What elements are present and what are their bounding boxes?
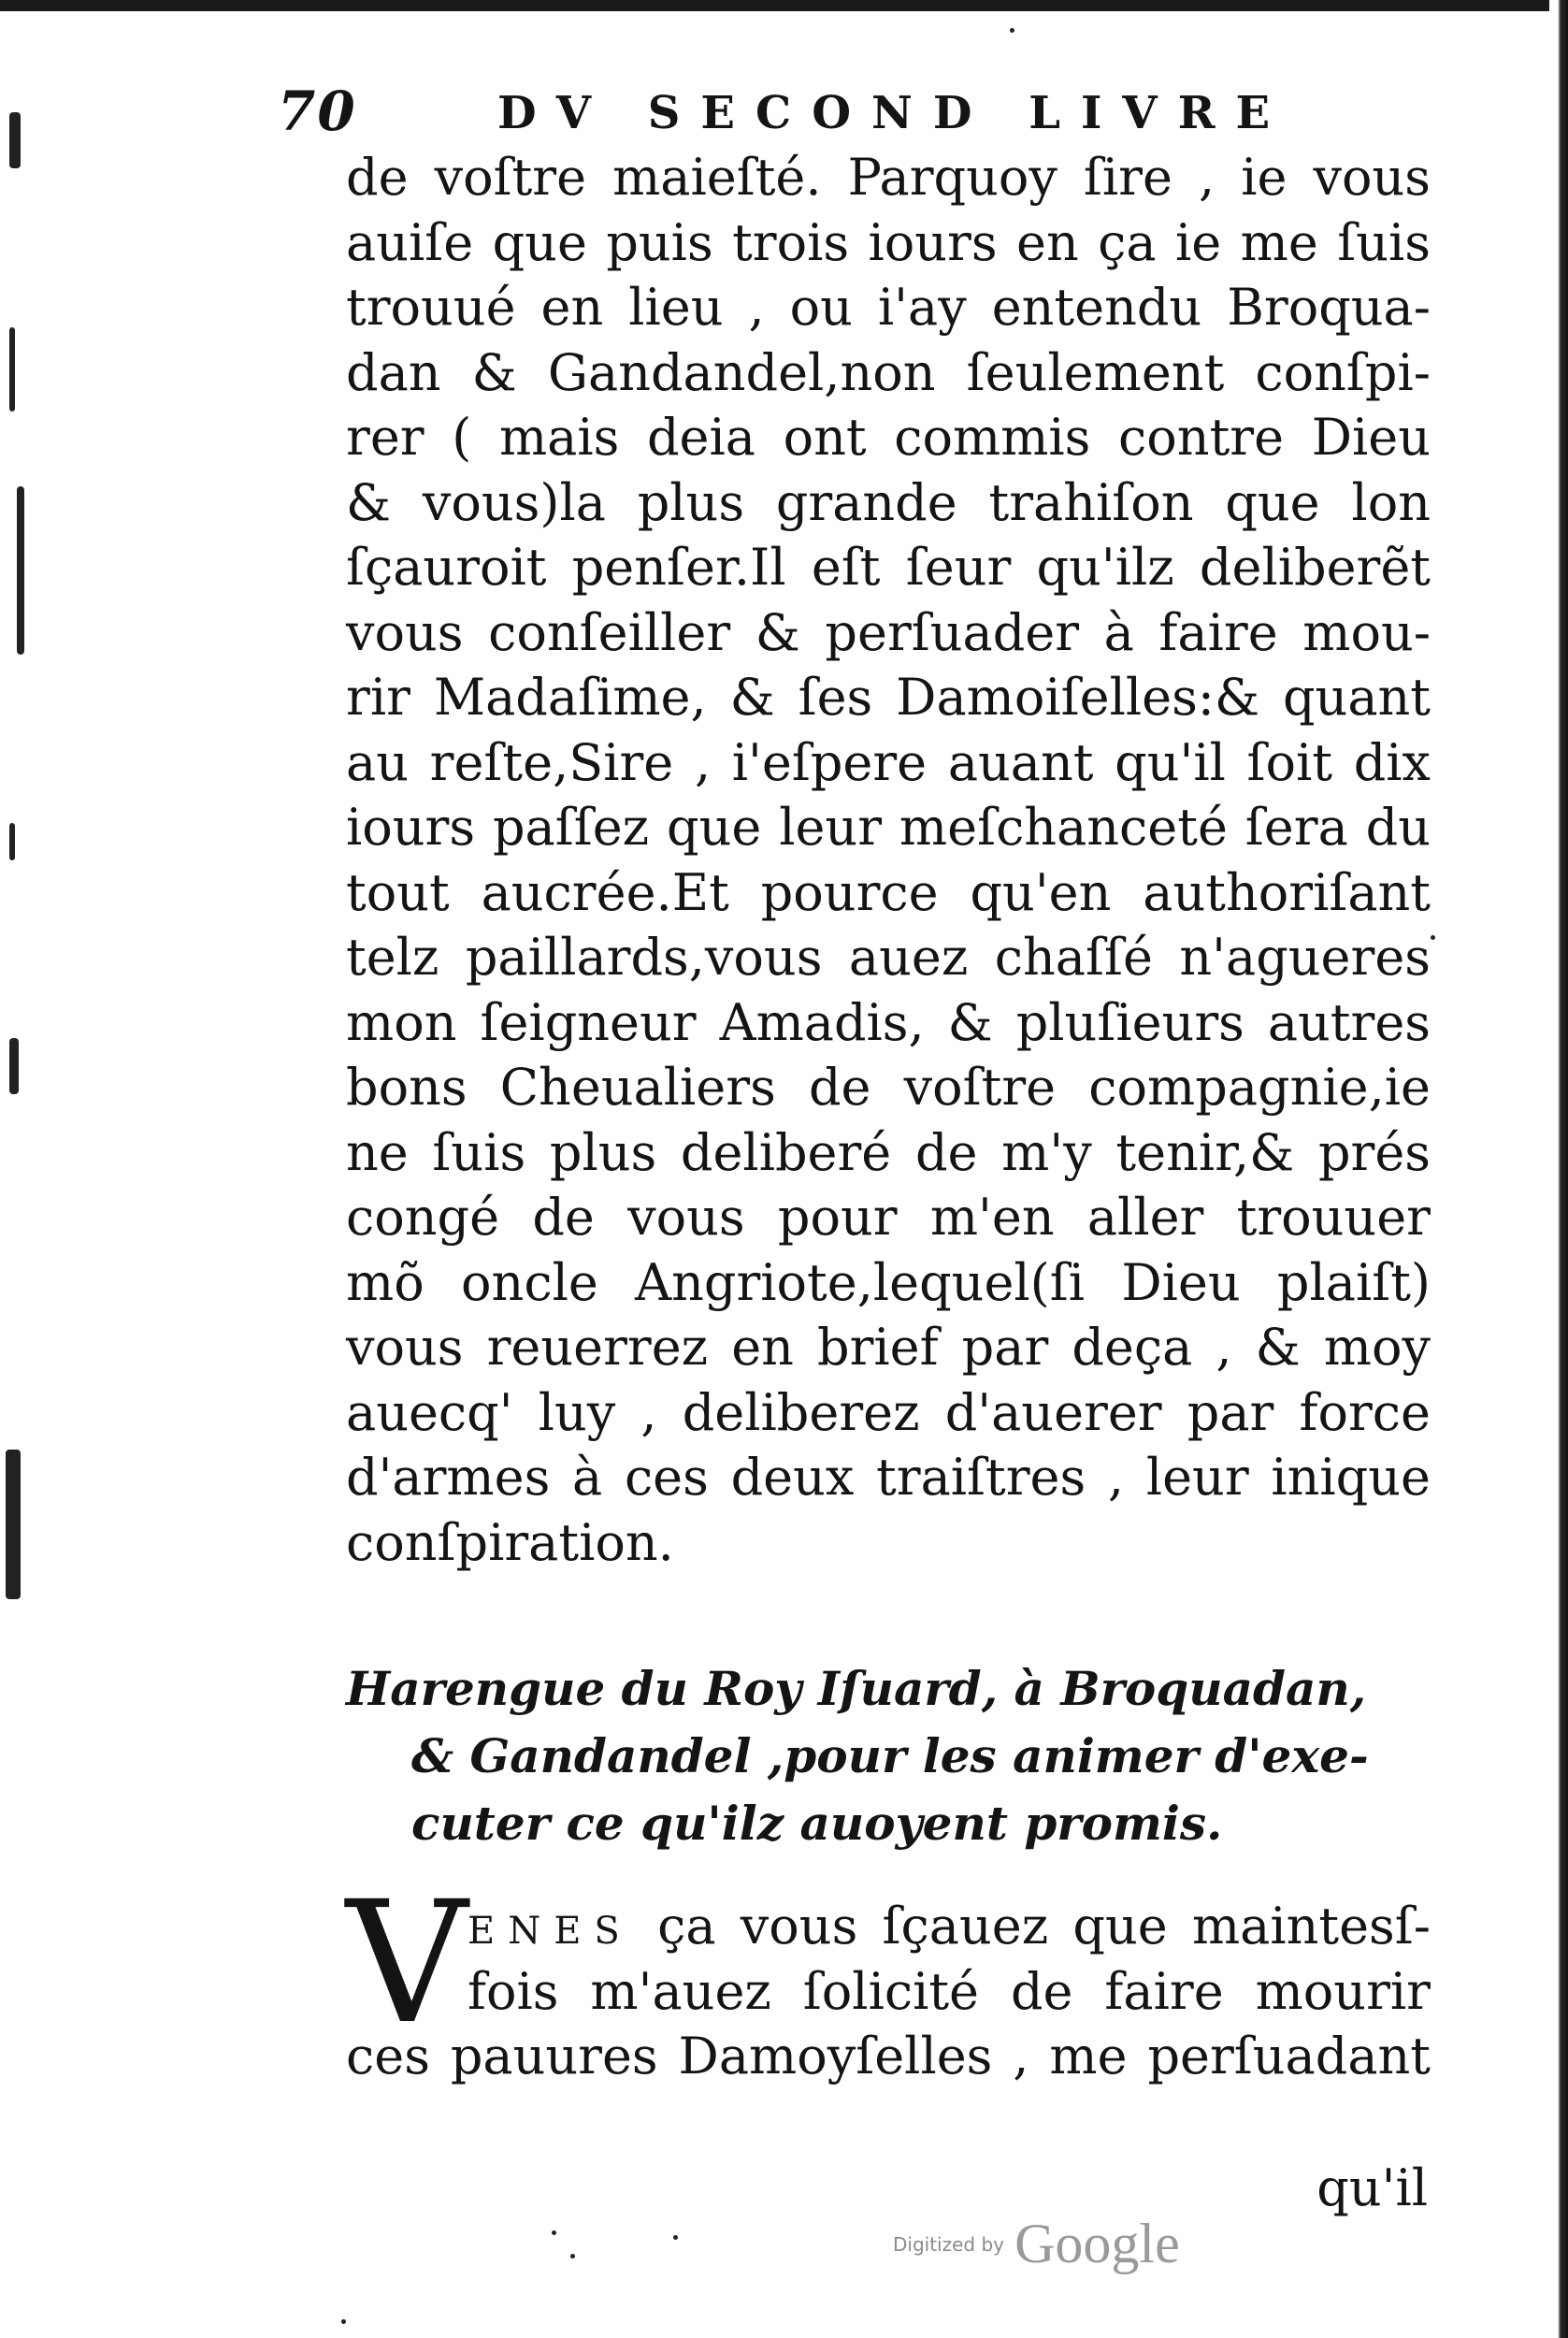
text-line: trouué en lieu , ou i'ay entendu Broqua- [346, 278, 1431, 337]
chapter-line-text: ça vous ſçauez que maintesſ- [657, 1897, 1431, 1956]
text-line: vous conſeiller & perſuader à faire mou- [346, 602, 1431, 662]
page-number: 70 [278, 79, 357, 143]
catchword: qu'il [1316, 2158, 1428, 2217]
chapter-line: fois m'auez ſolicité de faire mourir [468, 1961, 1431, 2021]
text-line: congé de vous pour m'en aller trouuer [346, 1188, 1431, 1247]
drop-cap: V [346, 1866, 468, 2061]
chapter-opening [346, 1866, 1431, 2089]
text-line: au reſte,Sire , i'eſpere auant qu'il ſoit dix [346, 732, 1431, 792]
speck [673, 2235, 678, 2240]
text-line: ſçauroit penſer.Il eſt ſeur qu'ilz deliberẽt [346, 538, 1431, 597]
text-line-last: conſpiration. [346, 1512, 674, 1572]
text-line: dan & Gandandel,non ſeulement conſpi- [346, 342, 1431, 402]
heading-line: Harengue du Roy Iſuard, à Broquadan, [346, 1661, 1367, 1716]
text-line: mõ oncle Angriote,lequel(ſi Dieu plaiſt) [346, 1252, 1431, 1312]
small-caps-word: ENES [468, 1910, 633, 1953]
text-line: ne ſuis plus deliberé de m'y tenir,& prés [346, 1122, 1431, 1182]
scan-top-edge [0, 0, 1568, 11]
scan-left-gutter [0, 0, 37, 2338]
text-line: & vous)la plus grande trahiſon que lon [346, 472, 1431, 532]
watermark-prefix: Digitized by [893, 2232, 1004, 2256]
digitized-watermark [893, 2212, 1180, 2276]
chapter-line: ces pauures Damoyſelles , me perſuadant [346, 2027, 1431, 2085]
text-line: rir Madaſime, & ſes Damoiſelles:& quant [346, 668, 1431, 727]
scan-right-edge [1549, 0, 1568, 2338]
speck [341, 2319, 346, 2324]
text-line: auiſe que puis trois iours en ça ie me ſuis [346, 212, 1431, 272]
speck [1431, 935, 1435, 940]
text-line: auecq' luy , deliberez d'auerer par force [346, 1382, 1431, 1442]
text-line: rer ( mais deia ont commis contre Dieu [346, 408, 1431, 467]
text-line: bons Cheualiers de voſtre compagnie,ie [346, 1058, 1431, 1117]
text-line: iours paſſez que leur meſchanceté ſera du [346, 798, 1431, 857]
text-line: tout aucrée.Et pource qu'en authoriſant [346, 862, 1431, 922]
speck [570, 2254, 575, 2259]
text-line: telz paillards,vous auez chaſſé n'agueres [346, 928, 1431, 987]
speck [1010, 28, 1014, 33]
page-header [278, 79, 1325, 145]
text-line: vous reuerrez en brief par deça , & moy [346, 1318, 1431, 1377]
body-paragraph [346, 145, 1431, 1575]
google-logo: Google [1014, 2213, 1180, 2274]
speck [1561, 2301, 1566, 2305]
speck [552, 2230, 556, 2235]
text-line: de voſtre maieſté. Parquoy ſire , ie vous [346, 148, 1431, 207]
heading-line: cuter ce qu'ilz auoyent promis. [411, 1796, 1223, 1851]
running-head: DV SECOND LIVRE [497, 87, 1291, 139]
heading-line: & Gandandel ,pour les animer d'exe- [411, 1728, 1369, 1783]
text-line: d'armes à ces deux traiſtres , leur inique [346, 1448, 1431, 1507]
chapter-line [346, 1894, 1431, 1959]
section-heading [346, 1655, 1431, 1857]
text-line: mon ſeigneur Amadis, & pluſieurs autres [346, 992, 1431, 1052]
